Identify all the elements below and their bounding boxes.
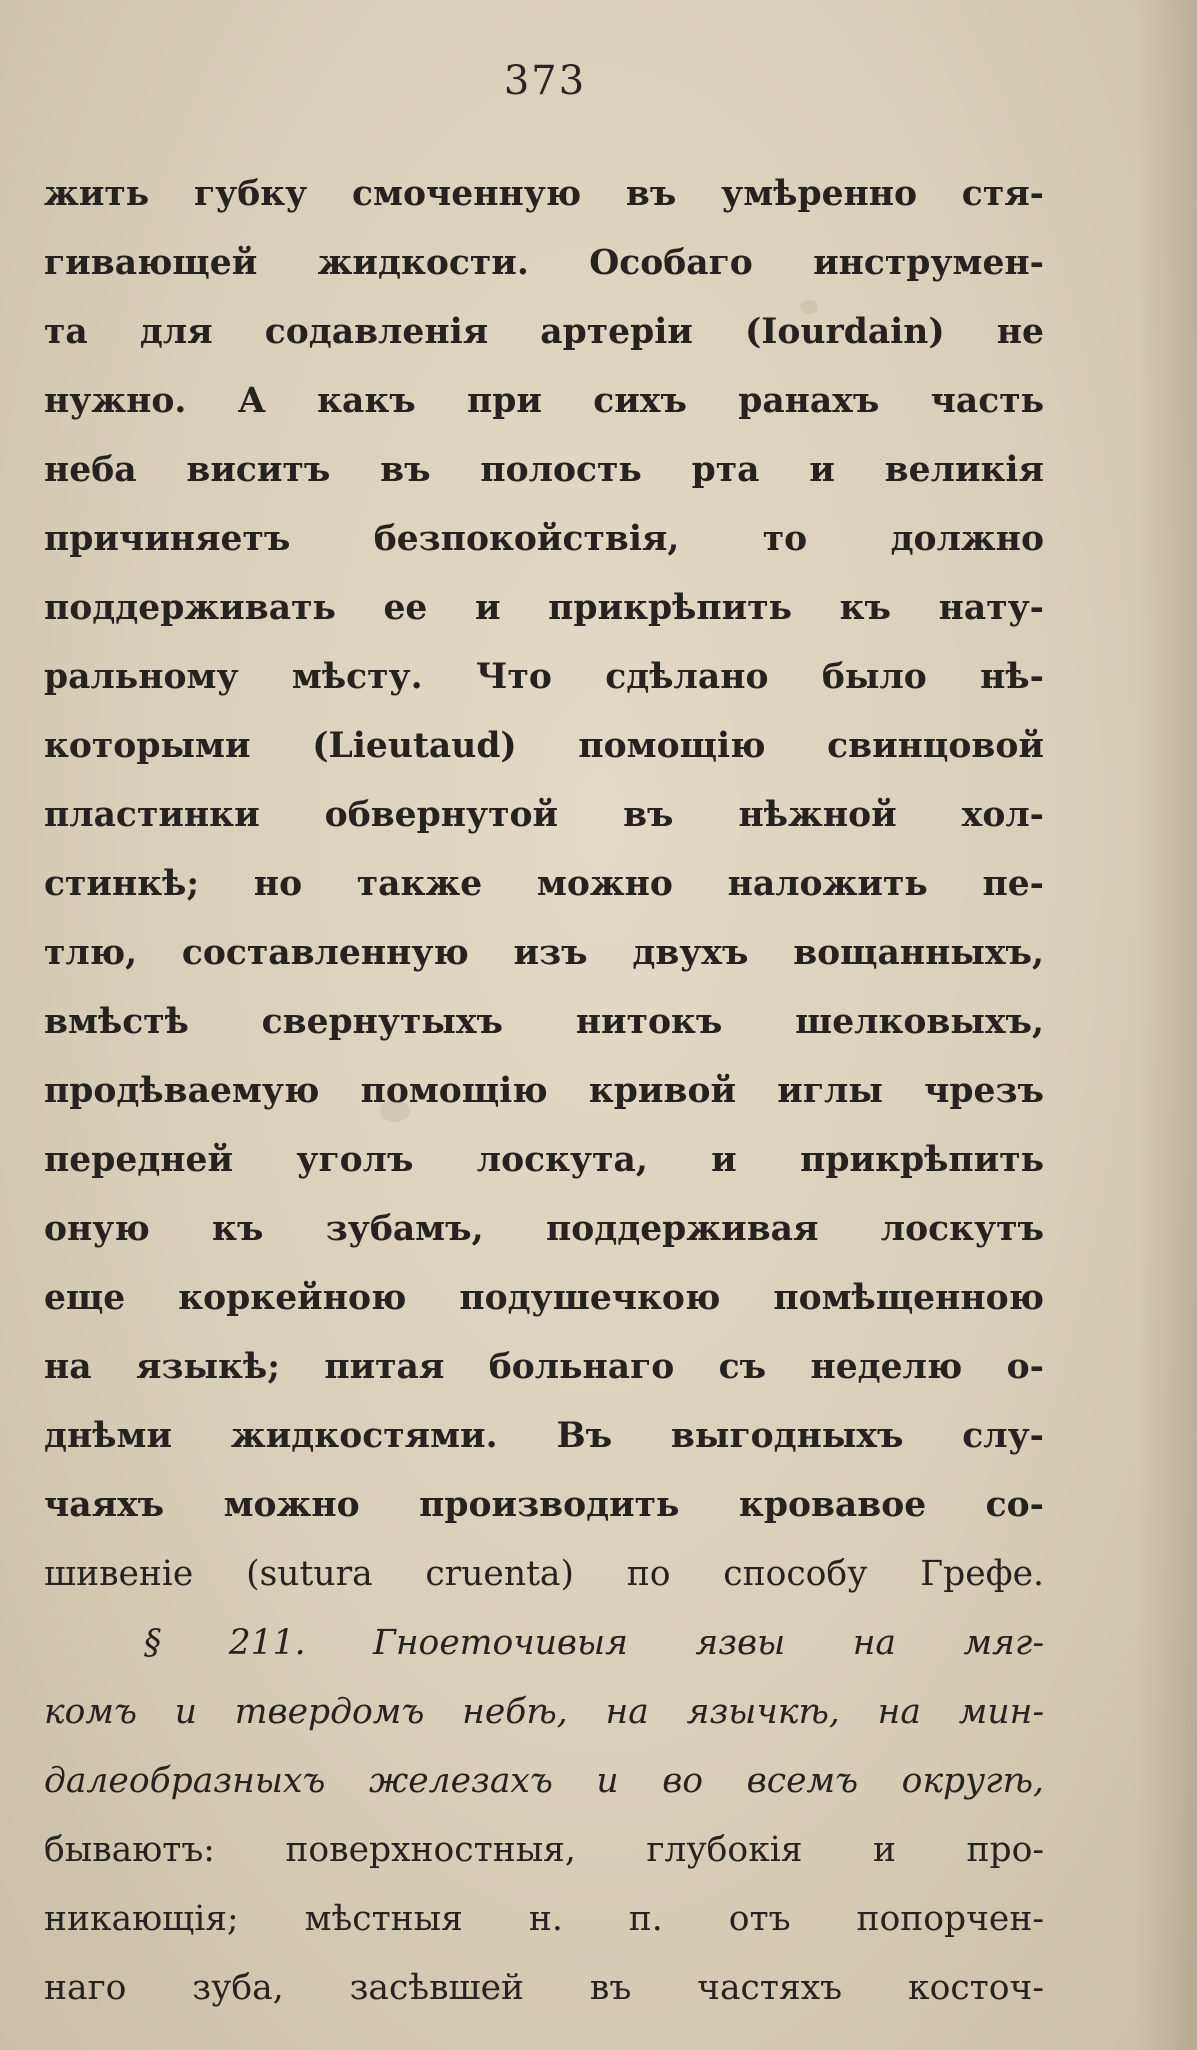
section-heading-line: комъ и твердомъ небѣ, на язычкѣ, на мин- [44,1692,1044,1732]
text-line: которыми (Lieutaud) помощію свинцовой [44,726,1044,766]
text-line: причиняетъ безпокойствія, то должно [44,519,1044,559]
page-edge-shadow [1137,0,1197,2050]
text-line: на языкѣ; питая больнаго съ неделю о- [44,1347,1044,1387]
text-line: гивающей жидкости. Особаго инструмен- [44,243,1044,283]
text-line: еще коркейною подушечкою помѣщенною [44,1278,1044,1318]
text-line: тлю, составленную изъ двухъ вощанныхъ, [44,933,1044,973]
text-line: днѣми жидкостями. Въ выгодныхъ слу- [44,1416,1044,1456]
section-heading-line: далеобразныхъ железахъ и во всемъ округѣ, [44,1761,1044,1801]
text-line: та для содавленія артеріи (Iourdain) не [44,312,1044,352]
text-line: продѣваемую помощію кривой иглы чрезъ [44,1071,1044,1111]
text-line: чаяхъ можно производить кровавое со- [44,1485,1044,1525]
text-line: ральному мѣсту. Что сдѣлано было нѣ- [44,657,1044,697]
text-line: вмѣстѣ свернутыхъ нитокъ шелковыхъ, [44,1002,1044,1042]
text-line: неба виситъ въ полость рта и великія [44,450,1044,490]
text-line: бываютъ: поверхностныя, глубокія и про- [44,1830,1044,1870]
text-line: шивеніе (sutura cruenta) по способу Грефе. [44,1554,1044,1594]
page-number: 373 [503,58,587,104]
section-heading-line: § 211. Гноеточивыя язвы на мяг- [144,1623,1044,1663]
text-line: поддерживать ее и прикрѣпить къ нату- [44,588,1044,628]
text-line: жить губку смоченную въ умѣренно стя- [44,174,1044,214]
text-line: оную къ зубамъ, поддерживая лоскутъ [44,1209,1044,1249]
text-line: никающія; мѣстныя н. п. отъ попорчен- [44,1899,1044,1939]
text-line: наго зуба, засѣвшей въ частяхъ косточ- [44,1968,1044,2008]
text-line: стинкѣ; но также можно наложить пе- [44,864,1044,904]
text-line: передней уголъ лоскута, и прикрѣпить [44,1140,1044,1180]
page-text [44,160,1044,2023]
text-line: нужно. А какъ при сихъ ранахъ часть [44,381,1044,421]
text-line: пластинки обвернутой въ нѣжной хол- [44,795,1044,835]
